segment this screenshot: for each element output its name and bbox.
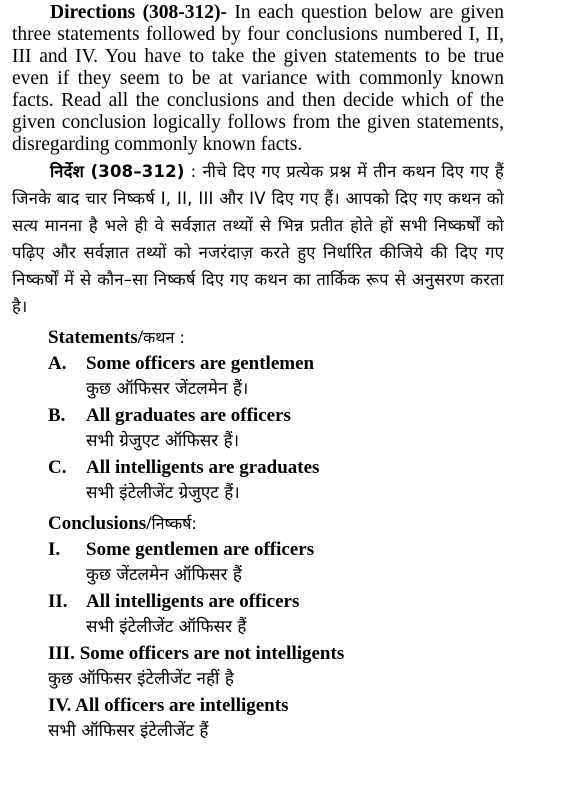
conclusion-hindi: कुछ ऑफिसर इंटेलीजेंट नहीं है xyxy=(48,669,234,689)
conclusion-item xyxy=(48,642,504,692)
conclusion-english: All officers are intelligents xyxy=(75,695,289,716)
statement-item xyxy=(48,404,504,454)
conclusion-label: I. xyxy=(48,539,61,560)
directions-label-hindi: निर्देश (308–312) xyxy=(50,162,185,181)
conclusion-english: Some gentlemen are officers xyxy=(86,539,315,560)
conclusion-english: Some officers are not intelligents xyxy=(79,643,345,664)
directions-label: Directions (308-312)- xyxy=(50,2,228,23)
conclusion-item xyxy=(48,694,504,744)
statement-english: All graduates are officers xyxy=(86,405,291,426)
conclusion-label: III. xyxy=(48,643,75,664)
conclusion-label: IV. xyxy=(48,695,72,716)
conclusion-hindi: सभी इंटेलीजेंट ऑफिसर हैं xyxy=(86,617,247,637)
conclusion-line xyxy=(48,694,504,718)
statement-hindi: कुछ ऑफिसर जेंटलमेन हैं। xyxy=(86,379,249,399)
statement-label: C. xyxy=(48,457,67,478)
statement-label: A. xyxy=(48,353,67,374)
conclusion-item xyxy=(48,538,504,588)
question-document xyxy=(12,2,504,744)
directions-text-hindi: : नीचे दिए गए प्रत्येक प्रश्न में तीन कथन दिए गए हैं जिनके बाद चार निष्कर्ष I, II, III और IV दिए गए हैं। आपको दिए गए कथन को सत्य मानना है भले ही वे सर्वज्ञात तथ्यों से भिन्न प्रतीत होते हों सभी निष्कर्षों को पढ़िए और सर्वज्ञात तथ्यों को नजरंदाज़ करते हुए निर्धारित कीजिये की दिए गए निष्कर्षों में से कौन–सा निष्कर्ष दिए गए कथन का तार्किक रूप से अनुसरण करता है। xyxy=(12,162,504,316)
statement-item xyxy=(48,352,504,402)
statement-english: All intelligents are graduates xyxy=(86,457,320,478)
conclusion-item xyxy=(48,590,504,640)
statement-label: B. xyxy=(48,405,66,426)
statement-english: Some officers are gentlemen xyxy=(86,353,315,374)
conclusion-english: All intelligents are officers xyxy=(86,591,300,612)
directions-english xyxy=(12,2,504,156)
statement-hindi: सभी ग्रेजुएट ऑफिसर हैं। xyxy=(86,431,240,451)
conclusion-label: II. xyxy=(48,591,68,612)
statements-heading: Statements/कथन : xyxy=(48,327,185,348)
conclusion-line xyxy=(48,642,504,666)
conclusion-hindi: सभी ऑफिसर इंटेलीजेंट हैं xyxy=(48,721,209,741)
statement-item xyxy=(48,456,504,506)
conclusion-hindi: कुछ जेंटलमेन ऑफिसर हैं xyxy=(86,565,242,585)
statement-hindi: सभी इंटेलीजेंट ग्रेजुएट हैं। xyxy=(86,483,240,503)
conclusions-heading: Conclusions/निष्कर्ष: xyxy=(48,513,197,534)
directions-text: In each question below are given three statements followed by four conclusions numbered I, II, III and IV. You have to take the given statements to be true even if they seem to be at variance with commonly known facts. Read all the conclusions and then decide which of the given conclusion logically follows from the given statements, disregarding commonly known facts. xyxy=(12,2,504,155)
directions-hindi xyxy=(12,158,504,320)
